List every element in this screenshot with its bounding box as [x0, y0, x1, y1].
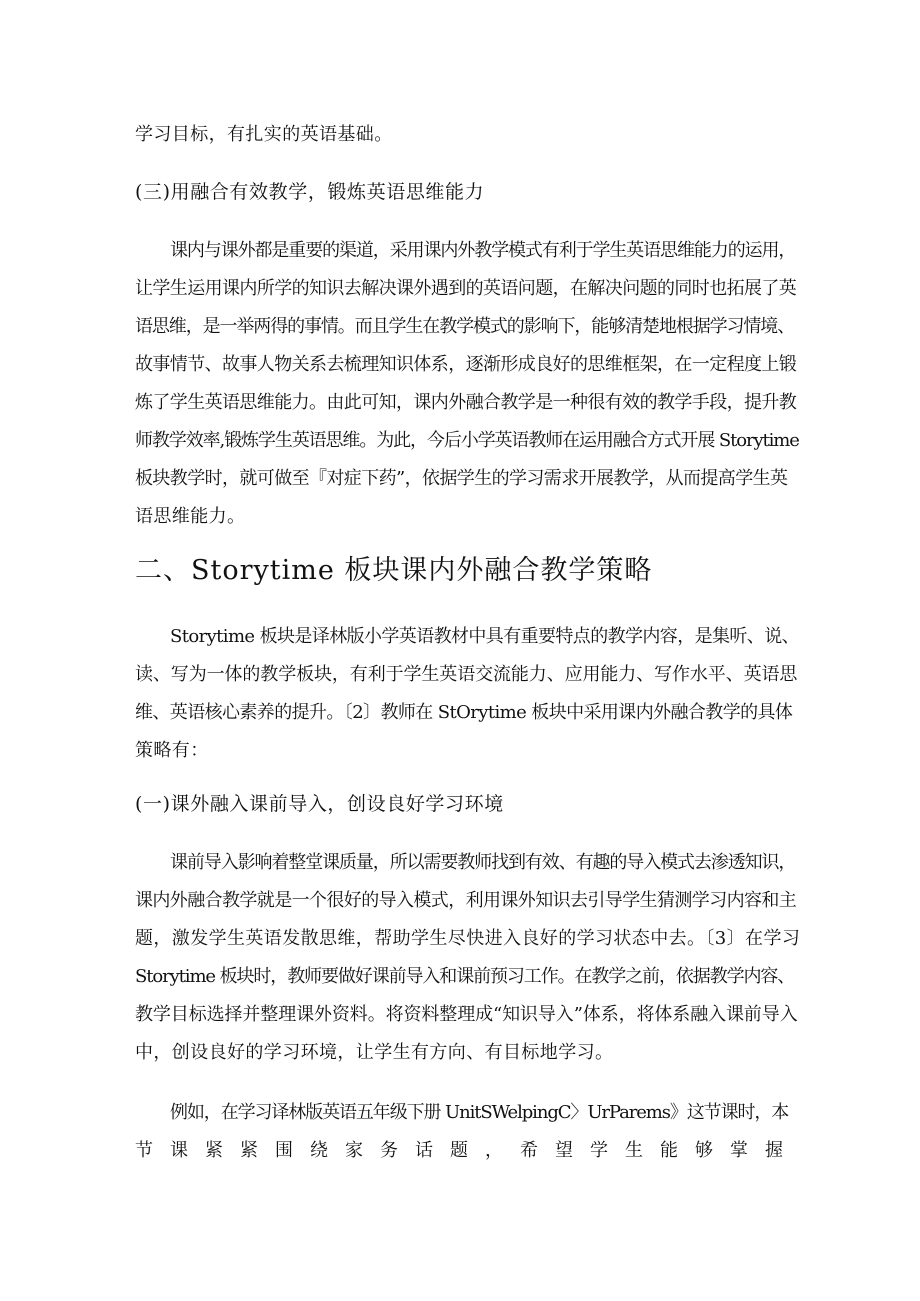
text-line: 节课紧紧围绕家务话题，希望学生能够掌握 — [135, 1140, 800, 1161]
section-subheading: (三)用融合有效教学，锻炼英语思维能力 — [135, 181, 485, 203]
text-line: 例如，在学习译林版英语五年级下册 UnitSWelpingC〉UrParems》这节课时，本 — [170, 1102, 789, 1123]
section-heading: 二、Storytime 板块课内外融合教学策略 — [135, 555, 653, 586]
text-line: 课内与课外都是重要的渠道，采用课内外教学模式有利于学生英语思维能力的运用， — [170, 240, 796, 261]
text-line: 学习目标，有扎实的英语基础。 — [135, 124, 393, 145]
text-line: 语思维能力。 — [135, 506, 246, 527]
section-subheading: (一)课外融入课前导入，创设良好学习环境 — [135, 793, 504, 815]
text-line: 教学目标选择并整理课外资料。将资料整理成“知识导入”体系，将体系融入课前导入 — [135, 1004, 798, 1025]
text-line: 维、英语核心素养的提升。〔2〕教师在 StOrytime 板块中采用课内外融合教学的具体 — [135, 702, 793, 723]
text-line: 中，创设良好的学习环境，让学生有方向、有目标地学习。 — [135, 1042, 614, 1063]
text-line: 炼了学生英语思维能力。由此可知，课内外融合教学是一种很有效的教学手段，提升教 — [135, 392, 797, 413]
text-line: 故事情节、故事人物关系去梳理知识体系，逐渐形成良好的思维框架，在一定程度上锻 — [135, 354, 797, 375]
text-line: 板块教学时，就可做至『对症下药”，依据学生的学习需求开展教学，从而提高学生英 — [135, 468, 788, 489]
text-line: 题，激发学生英语发散思维，帮助学生尽快进入良好的学习状态中去。〔3〕在学习 — [135, 928, 801, 949]
text-line: 读、写为一体的教学板块，有利于学生英语交流能力、应用能力、写作水平、英语思 — [135, 664, 798, 685]
text-line: 课内外融合教学就是一个很好的导入模式，利用课外知识去引导学生猜测学习内容和主 — [135, 890, 797, 911]
text-line: Storytime 板块是译林版小学英语教材中具有重要特点的教学内容，是集听、说、 — [170, 626, 800, 647]
text-line: 课前导入影响着整堂课质量，所以需要教师找到有效、有趣的导入模式去渗透知识， — [170, 852, 796, 873]
text-line: 让学生运用课内所学的知识去解决课外遇到的英语问题，在解决问题的同时也拓展了英 — [135, 278, 797, 299]
text-line: 师教学效率,锻炼学生英语思维。为此，今后小学英语教师在运用融合方式开展 Storytime — [135, 430, 799, 451]
text-line: Storytime 板块时，教师要做好课前导入和课前预习工作。在教学之前，依据教学内容、 — [135, 966, 795, 987]
text-line: 语思维，是一举两得的事情。而且学生在教学模式的影响下，能够清楚地根据学习情境、 — [135, 316, 795, 337]
text-line: 策略有： — [135, 740, 209, 761]
